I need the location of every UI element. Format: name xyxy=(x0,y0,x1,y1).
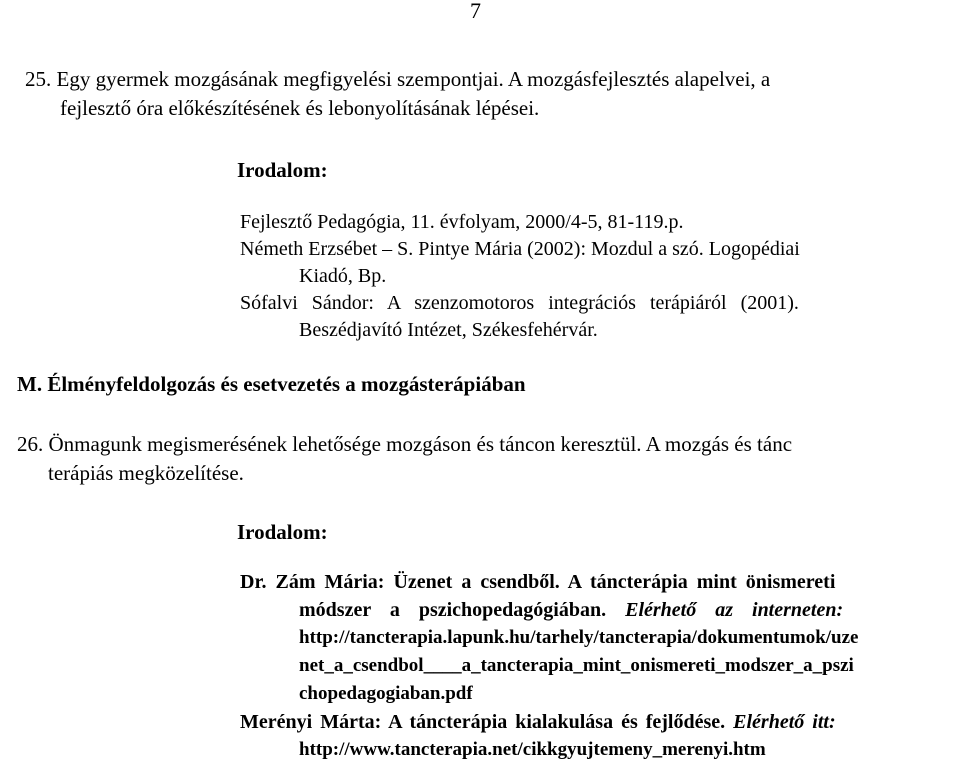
page-number: 7 xyxy=(470,0,481,23)
reference-4-url-line3[interactable]: chopedagogiaban.pdf xyxy=(299,683,473,704)
reference-5 xyxy=(240,708,954,764)
reference-2 xyxy=(240,236,955,290)
item-26-line1: 26. Önmagunk megismerésének lehetősége mozgáson és táncon keresztül. A mozgás és tánc xyxy=(17,432,793,456)
reference-4-url-line2[interactable]: net_a_csendbol____a_tancterapia_mint_onismereti_modszer_a_pszi xyxy=(299,655,854,676)
reference-3 xyxy=(240,290,955,344)
reference-4-availability: Elérhető az interneten: xyxy=(625,599,844,621)
reference-1 xyxy=(240,209,955,236)
item-26 xyxy=(17,430,952,488)
reference-4-line2-text: módszer a pszichopedagógiában. xyxy=(299,599,607,621)
references-list-2 xyxy=(240,568,954,764)
reference-5-url[interactable]: http://www.tancterapia.net/cikkgyujtemeny_merenyi.htm xyxy=(299,739,766,760)
reference-5-line1 xyxy=(240,708,954,736)
references-list-1 xyxy=(240,209,955,344)
reference-4-url-line1[interactable]: http://tancterapia.lapunk.hu/tarhely/tancterapia/dokumentumok/uze xyxy=(299,627,859,648)
reference-4-rest: A táncterápia mint önismereti xyxy=(559,571,836,593)
item-26-line2: terápiás megközelítése. xyxy=(48,461,244,485)
reference-4-line2 xyxy=(240,596,954,624)
reference-5-author-title: Merényi Márta: A táncterápia kialakulása és fejlődése. xyxy=(240,711,726,733)
reference-4-author-title: Dr. Zám Mária: Üzenet a csendből. xyxy=(240,571,560,593)
section-heading-m: M. Élményfeldolgozás és esetvezetés a mozgásterápiában xyxy=(17,372,526,396)
reference-3-line1: Sófalvi Sándor: A szenzomotoros integrációs terápiáról (2001). xyxy=(240,292,799,314)
literature-heading-1: Irodalom: xyxy=(237,158,328,182)
reference-2-line1: Németh Erzsébet – S. Pintye Mária (2002): Mozdul a szó. Logopédiai xyxy=(240,238,800,260)
reference-1-line1: Fejlesztő Pedagógia, 11. évfolyam, 2000/4-5, 81-119.p. xyxy=(240,211,684,233)
item-25 xyxy=(25,65,955,123)
reference-3-line2: Beszédjavító Intézet, Székesfehérvár. xyxy=(299,319,598,341)
reference-2-line2: Kiadó, Bp. xyxy=(299,265,387,287)
reference-5-availability: Elérhető itt: xyxy=(733,711,836,733)
item-25-line1: 25. Egy gyermek mozgásának megfigyelési szempontjai. A mozgásfejlesztés alapelvei, a xyxy=(25,67,771,91)
reference-4-line1 xyxy=(240,568,954,596)
item-25-line2: fejlesztő óra előkészítésének és lebonyolításának lépései. xyxy=(60,96,540,120)
literature-heading-2: Irodalom: xyxy=(237,520,328,544)
reference-4 xyxy=(240,568,954,708)
